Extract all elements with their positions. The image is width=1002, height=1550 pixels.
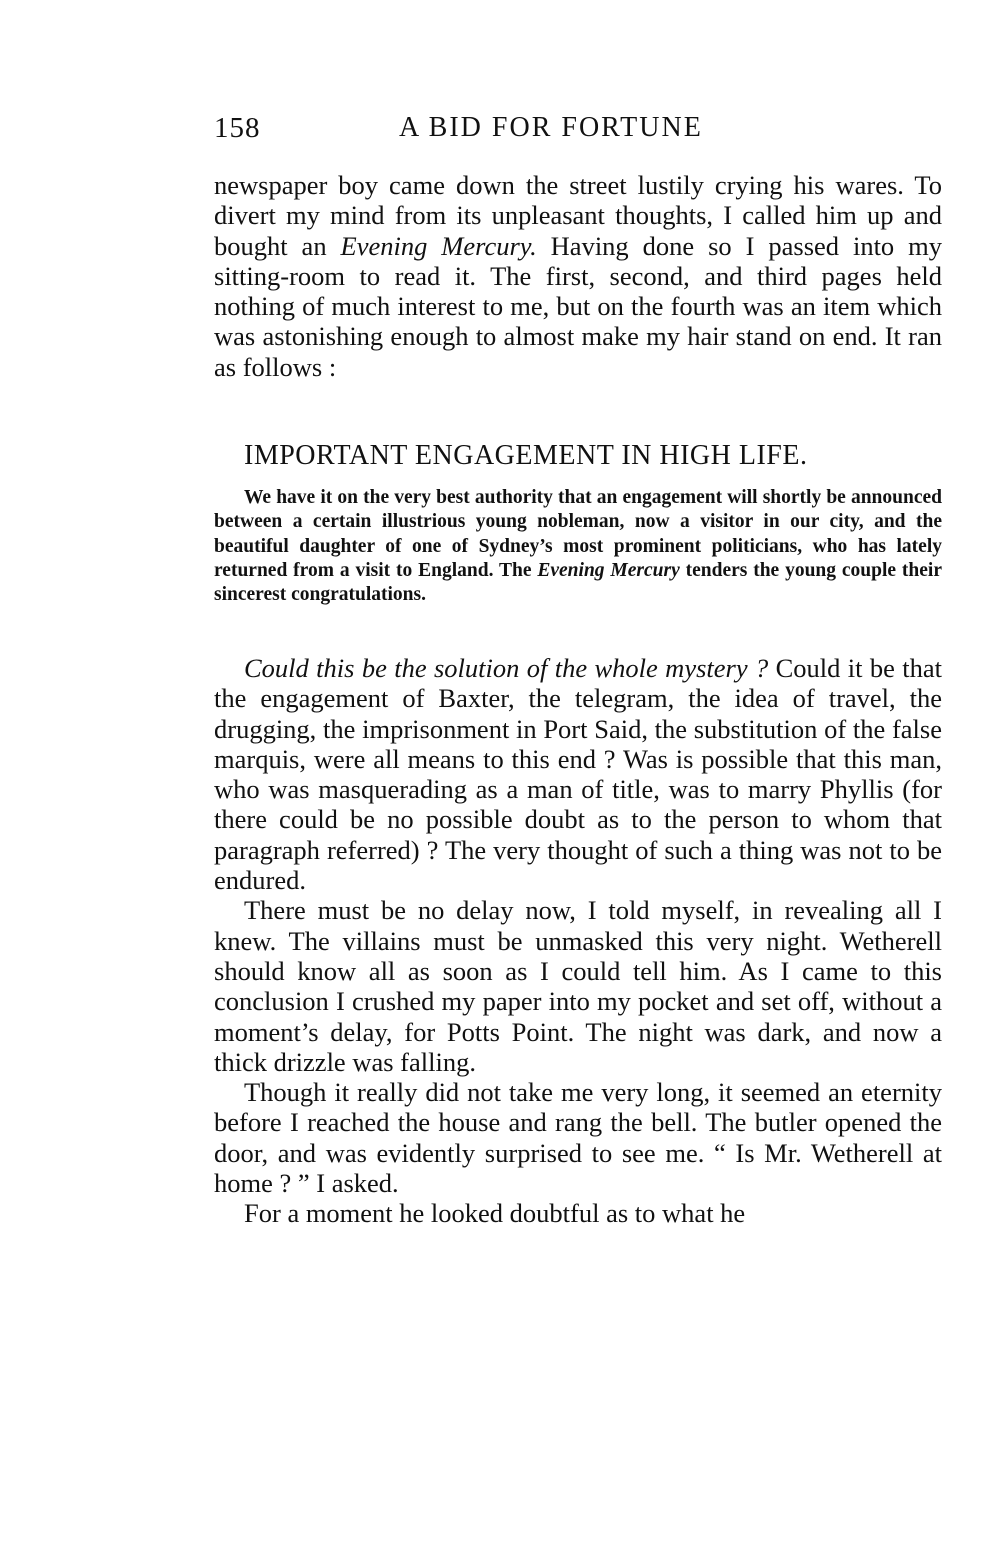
paragraph: Though it really did not take me very long, it seemed an eternity before I reached the house and rang the bell. The butler opened the door, and was evidently surprised to see me. “ Is Mr. Wetherell at home ? ” I asked. [214, 1077, 942, 1199]
paragraph-continued [214, 170, 942, 382]
page-number: 158 [214, 112, 261, 144]
text-block-top [214, 170, 942, 382]
newspaper-title: Evening Mercury [537, 559, 680, 581]
text-run: Having done so I passed into my sitting-room to read it. The first, second, and third pages held nothing of much interest to me, but on the fourth was an item which was astonishing enough to almost make my hair stand on end. It ran as follows : [214, 230, 942, 382]
text-run: Could it be that the engagement of Baxter, the telegram, the idea of travel, the drugging, the imprisonment in Port Said, the substitution of the false marquis, were all means to this end ? Was is possible that this man, who was masquerading as a man of title, was to marry Phyllis (for there could be no possible doubt as to the person to whom that paragraph referred) ? The very thought of such a thing was not to be endured. [214, 653, 942, 896]
italic-question: Could this be the solution of the whole mystery ? [244, 653, 769, 683]
running-head: A BID FOR FORTUNE [399, 112, 703, 143]
paragraph [214, 653, 942, 895]
article-heading: IMPORTANT ENGAGEMENT IN HIGH LIFE. [244, 440, 808, 471]
page-header [214, 112, 942, 152]
text-run: We have it on the very best authority that an engagement will shortly be announced between a certain illustrious young nobleman, now a visitor in our city, and the beautiful daughter of one of Sydney’s most prominent politicians, who has lately returned from a visit to England. The [214, 487, 942, 581]
paragraph: There must be no delay now, I told myself, in revealing all I knew. The villains must be unmasked this very night. Wetherell should know all as soon as I could tell him. As I came to this conclusion I crushed my paper into my pocket and set off, without a moment’s delay, for Potts Point. The night was dark, and now a thick drizzle was falling. [214, 895, 942, 1077]
text-block-bottom [214, 653, 942, 1229]
paragraph: For a moment he looked doubtful as to what he [244, 1198, 746, 1229]
article-paragraph [214, 486, 942, 607]
newspaper-title: Evening Mercury. [340, 230, 537, 261]
text-run: newspaper boy came down the street lustily crying his wares. To divert my mind from its unpleasant thoughts, I called him up and bought an [214, 170, 942, 261]
article-quote [214, 486, 942, 607]
text-run: tenders the young couple their sincerest congratulations. [214, 559, 943, 606]
